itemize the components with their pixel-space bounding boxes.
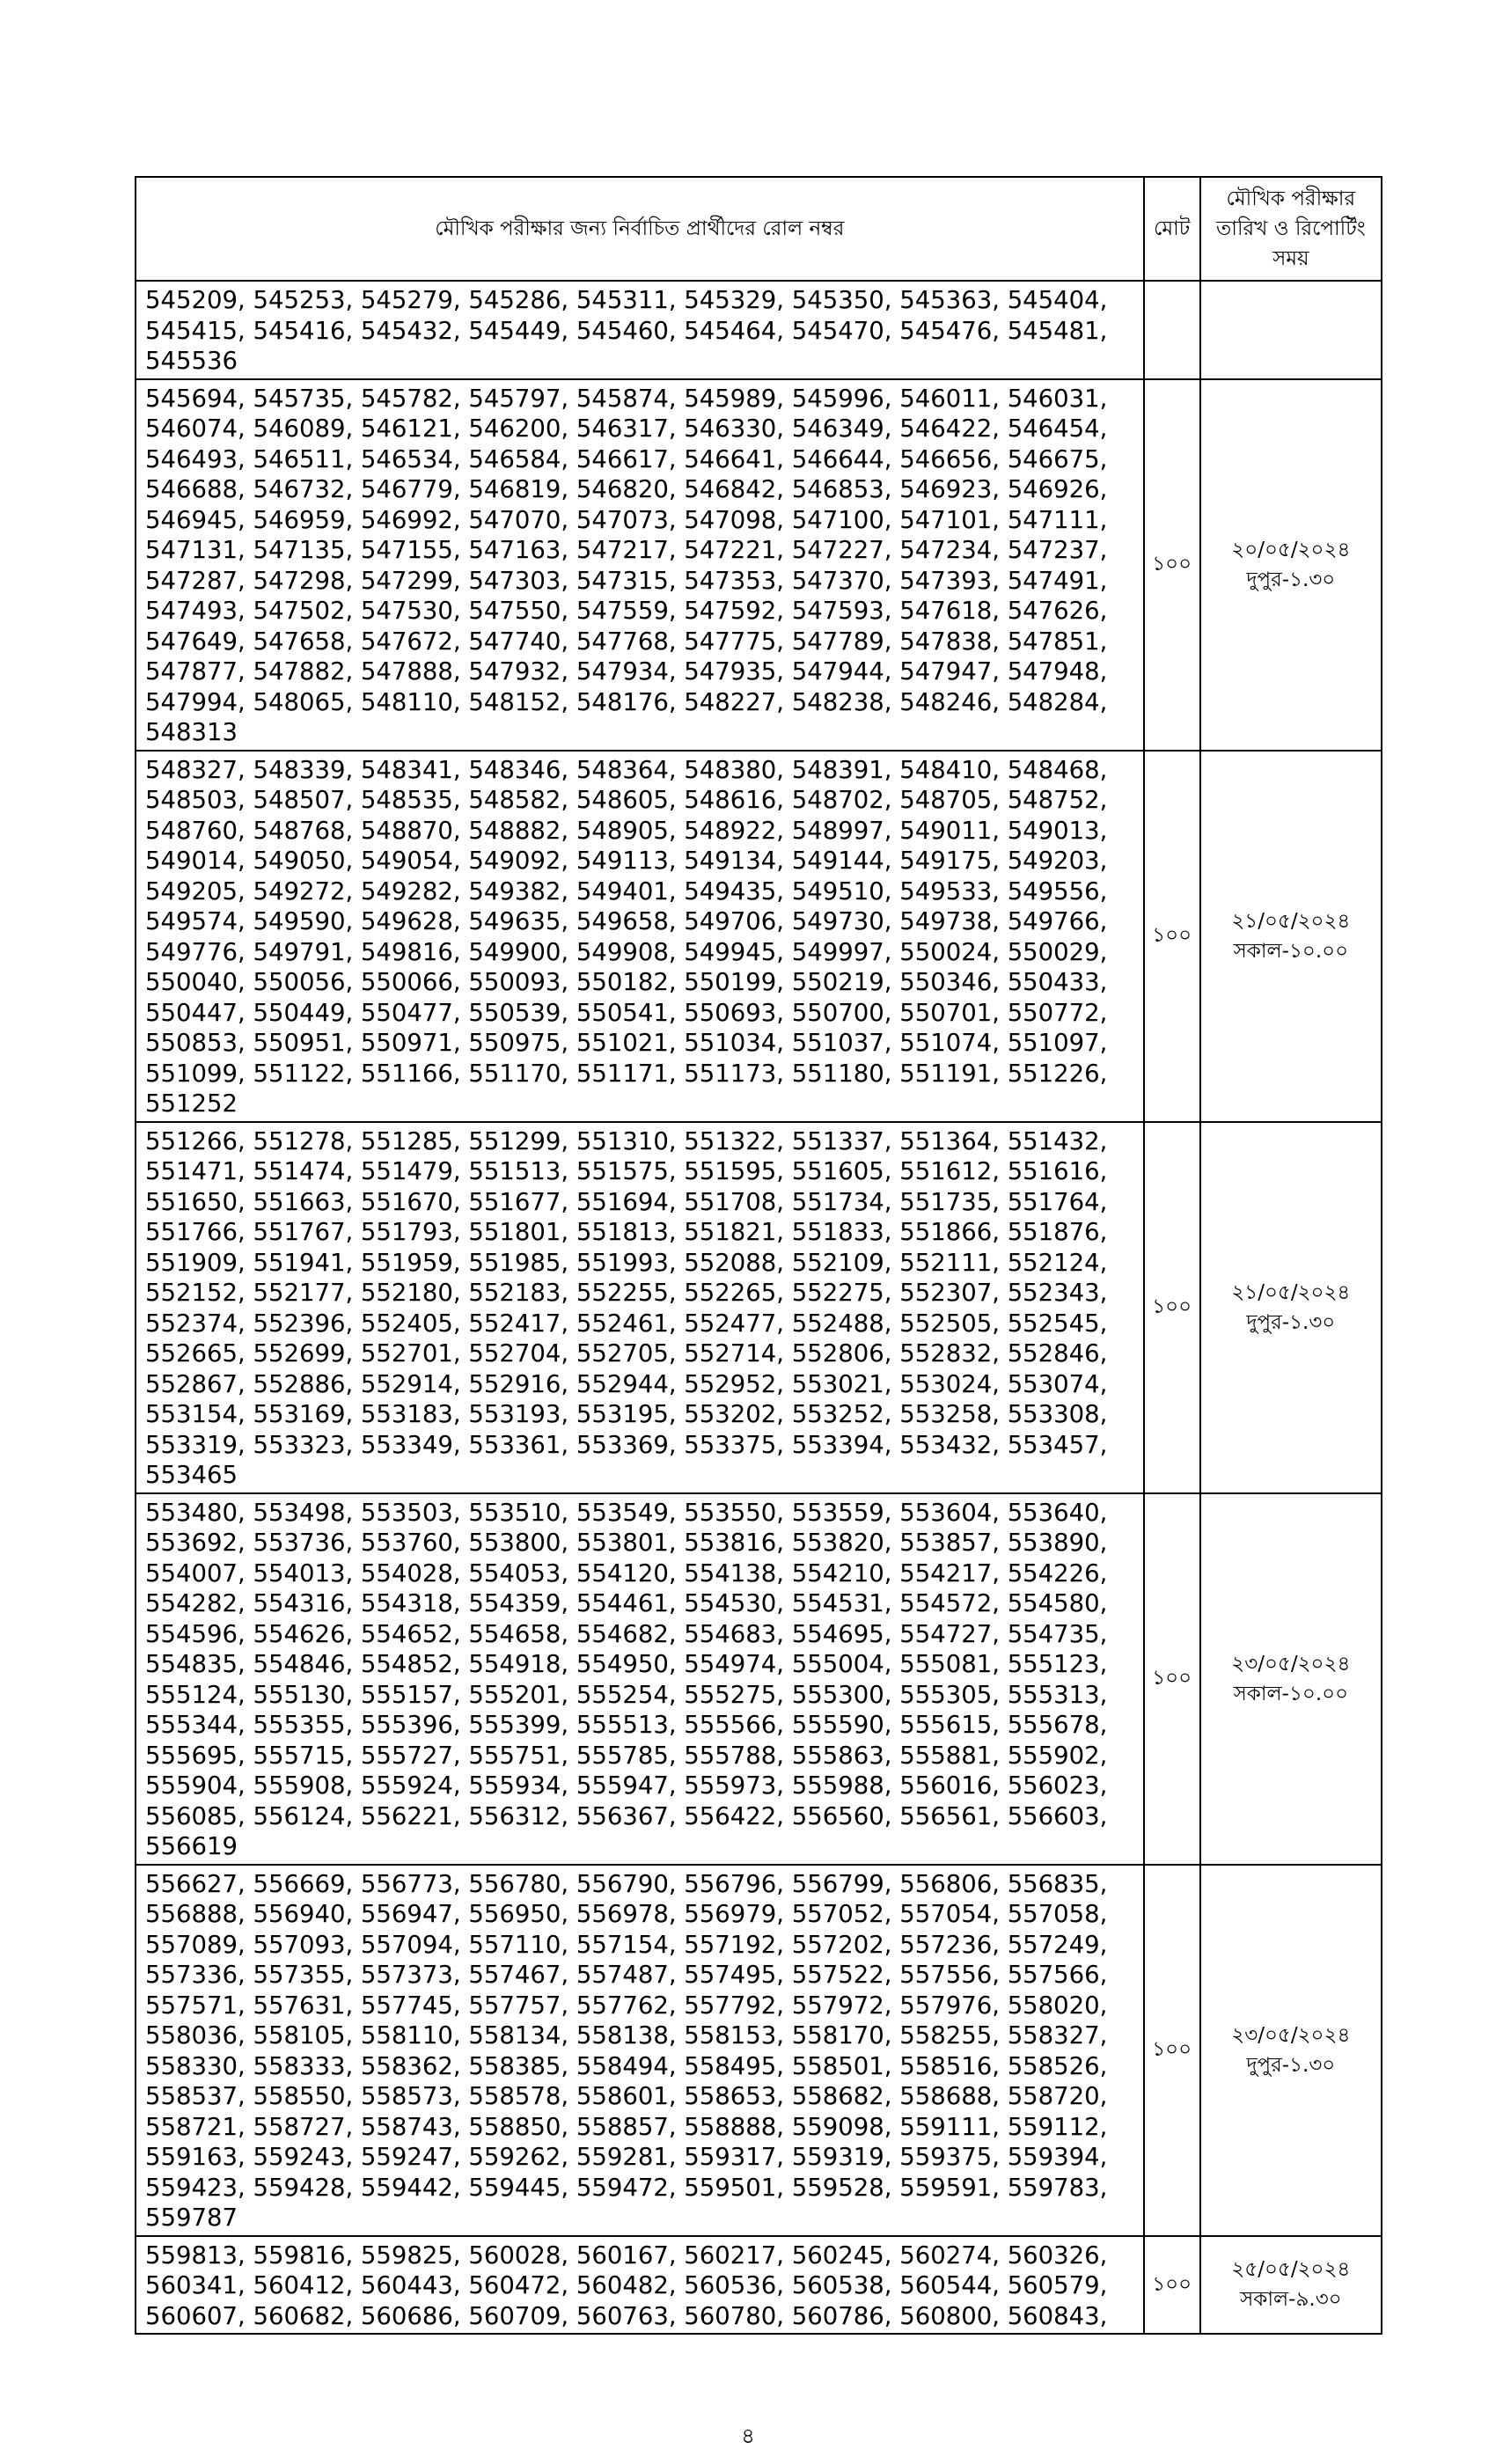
time-text: সকাল-৯.৩০ [1240,2288,1342,2312]
total-cell: ১০০ [1144,2236,1200,2335]
table-row [136,1493,1382,1865]
time-text: দুপুর-১.৩০ [1246,1310,1336,1334]
total-cell: ১০০ [1144,751,1200,1122]
roll-numbers-cell: 559813, 559816, 559825, 560028, 560167, 560217, 560245, 560274, 560326, 560341, 560412, 560443, 560472, 560482, 560536, 560538, 560544, 560579, 560607, 560682, 560686, 560709, 560763, 560780, 560786, 560800, 560843, [136,2236,1144,2335]
total-cell: ১০০ [1144,1122,1200,1493]
header-roll-numbers: মৌখিক পরীক্ষার জন্য নির্বাচিত প্রার্থীদের রোল নম্বর [136,177,1144,281]
roll-numbers-cell: 551266, 551278, 551285, 551299, 551310, 551322, 551337, 551364, 551432, 551471, 551474, 551479, 551513, 551575, 551595, 551605, 551612, 551616, 551650, 551663, 551670, 551677, 551694, 551708, 551734, 551735, 551764, 551766, 551767, 551793, 551801, 551813, 551821, 551833, 551866, 551876, 551909, 551941, 551959, 551985, 551993, 552088, 552109, 552111, 552124, 552152, 552177, 552180, 552183, 552255, 552265, 552275, 552307, 552343, 552374, 552396, 552405, 552417, 552461, 552477, 552488, 552505, 552545, 552665, 552699, 552701, 552704, 552705, 552714, 552806, 552832, 552846, 552867, 552886, 552914, 552916, 552944, 552952, 553021, 553024, 553074, 553154, 553169, 553183, 553193, 553195, 553202, 553252, 553258, 553308, 553319, 553323, 553349, 553361, 553369, 553375, 553394, 553432, 553457, 553465 [136,1122,1144,1493]
table-row [136,1122,1382,1493]
roll-number-table [135,176,1382,2335]
time-text: দুপুর-১.৩০ [1246,568,1336,591]
table-row [136,1865,1382,2236]
table-row [136,751,1382,1122]
roll-numbers-cell: 545209, 545253, 545279, 545286, 545311, 545329, 545350, 545363, 545404, 545415, 545416, 545432, 545449, 545460, 545464, 545470, 545476, 545481, 545536 [136,281,1144,379]
header-date-time [1200,177,1382,281]
roll-numbers-cell: 545694, 545735, 545782, 545797, 545874, 545989, 545996, 546011, 546031, 546074, 546089, 546121, 546200, 546317, 546330, 546349, 546422, 546454, 546493, 546511, 546534, 546584, 546617, 546641, 546644, 546656, 546675, 546688, 546732, 546779, 546819, 546820, 546842, 546853, 546923, 546926, 546945, 546959, 546992, 547070, 547073, 547098, 547100, 547101, 547111, 547131, 547135, 547155, 547163, 547217, 547221, 547227, 547234, 547237, 547287, 547298, 547299, 547303, 547315, 547353, 547370, 547393, 547491, 547493, 547502, 547530, 547550, 547559, 547592, 547593, 547618, 547626, 547649, 547658, 547672, 547740, 547768, 547775, 547789, 547838, 547851, 547877, 547882, 547888, 547932, 547934, 547935, 547944, 547947, 547948, 547994, 548065, 548110, 548152, 548176, 548227, 548238, 548246, 548284, 548313 [136,379,1144,751]
total-cell: ১০০ [1144,1493,1200,1865]
roll-numbers-cell: 553480, 553498, 553503, 553510, 553549, 553550, 553559, 553604, 553640, 553692, 553736, 553760, 553800, 553801, 553816, 553820, 553857, 553890, 554007, 554013, 554028, 554053, 554120, 554138, 554210, 554217, 554226, 554282, 554316, 554318, 554359, 554461, 554530, 554531, 554572, 554580, 554596, 554626, 554652, 554658, 554682, 554683, 554695, 554727, 554735, 554835, 554846, 554852, 554918, 554950, 554974, 555004, 555081, 555123, 555124, 555130, 555157, 555201, 555254, 555275, 555300, 555305, 555313, 555344, 555355, 555396, 555399, 555513, 555566, 555590, 555615, 555678, 555695, 555715, 555727, 555751, 555785, 555788, 555863, 555881, 555902, 555904, 555908, 555924, 555934, 555947, 555973, 555988, 556016, 556023, 556085, 556124, 556221, 556312, 556367, 556422, 556560, 556561, 556603, 556619 [136,1493,1144,1865]
date-text: ২৩/০৫/২০২৪ [1231,2023,1351,2047]
header-date-line2: তারিখ ও রিপোর্টিং [1216,217,1366,240]
date-time-cell [1200,2236,1382,2335]
table-row [136,2236,1382,2335]
date-time-cell [1200,379,1382,751]
date-time-cell [1200,1122,1382,1493]
date-text: ২১/০৫/২০২৪ [1231,1280,1351,1304]
page-number: ৪ [741,2424,755,2448]
header-date-line3: সময় [1272,247,1309,270]
total-cell: ১০০ [1144,1865,1200,2236]
total-cell [1144,281,1200,379]
table-row [136,281,1382,379]
date-time-cell [1200,751,1382,1122]
header-total: মোট [1144,177,1200,281]
date-text: ২১/০৫/২০২৪ [1231,909,1351,933]
date-text: ২৫/০৫/২০২৪ [1231,2258,1351,2282]
date-text: ২০/০৫/২০২৪ [1231,538,1351,561]
date-time-cell [1200,1493,1382,1865]
total-cell: ১০০ [1144,379,1200,751]
roll-numbers-cell: 556627, 556669, 556773, 556780, 556790, 556796, 556799, 556806, 556835, 556888, 556940, 556947, 556950, 556978, 556979, 557052, 557054, 557058, 557089, 557093, 557094, 557110, 557154, 557192, 557202, 557236, 557249, 557336, 557355, 557373, 557467, 557487, 557495, 557522, 557556, 557566, 557571, 557631, 557745, 557757, 557762, 557792, 557972, 557976, 558020, 558036, 558105, 558110, 558134, 558138, 558153, 558170, 558255, 558327, 558330, 558333, 558362, 558385, 558494, 558495, 558501, 558516, 558526, 558537, 558550, 558573, 558578, 558601, 558653, 558682, 558688, 558720, 558721, 558727, 558743, 558850, 558857, 558888, 559098, 559111, 559112, 559163, 559243, 559247, 559262, 559281, 559317, 559319, 559375, 559394, 559423, 559428, 559442, 559445, 559472, 559501, 559528, 559591, 559783, 559787 [136,1865,1144,2236]
time-text: দুপুর-১.৩০ [1246,2053,1336,2077]
date-time-cell [1200,281,1382,379]
table-row [136,379,1382,751]
table-header-row [136,177,1382,281]
time-text: সকাল-১০.০০ [1233,1682,1349,1705]
date-text: ২৩/০৫/২০২৪ [1231,1652,1351,1676]
roll-numbers-cell: 548327, 548339, 548341, 548346, 548364, 548380, 548391, 548410, 548468, 548503, 548507, 548535, 548582, 548605, 548616, 548702, 548705, 548752, 548760, 548768, 548870, 548882, 548905, 548922, 548997, 549011, 549013, 549014, 549050, 549054, 549092, 549113, 549134, 549144, 549175, 549203, 549205, 549272, 549282, 549382, 549401, 549435, 549510, 549533, 549556, 549574, 549590, 549628, 549635, 549658, 549706, 549730, 549738, 549766, 549776, 549791, 549816, 549900, 549908, 549945, 549997, 550024, 550029, 550040, 550056, 550066, 550093, 550182, 550199, 550219, 550346, 550433, 550447, 550449, 550477, 550539, 550541, 550693, 550700, 550701, 550772, 550853, 550951, 550971, 550975, 551021, 551034, 551037, 551074, 551097, 551099, 551122, 551166, 551170, 551171, 551173, 551180, 551191, 551226, 551252 [136,751,1144,1122]
time-text: সকাল-১০.০০ [1233,939,1349,963]
date-time-cell [1200,1865,1382,2236]
header-date-line1: মৌখিক পরীক্ষার [1226,187,1356,210]
